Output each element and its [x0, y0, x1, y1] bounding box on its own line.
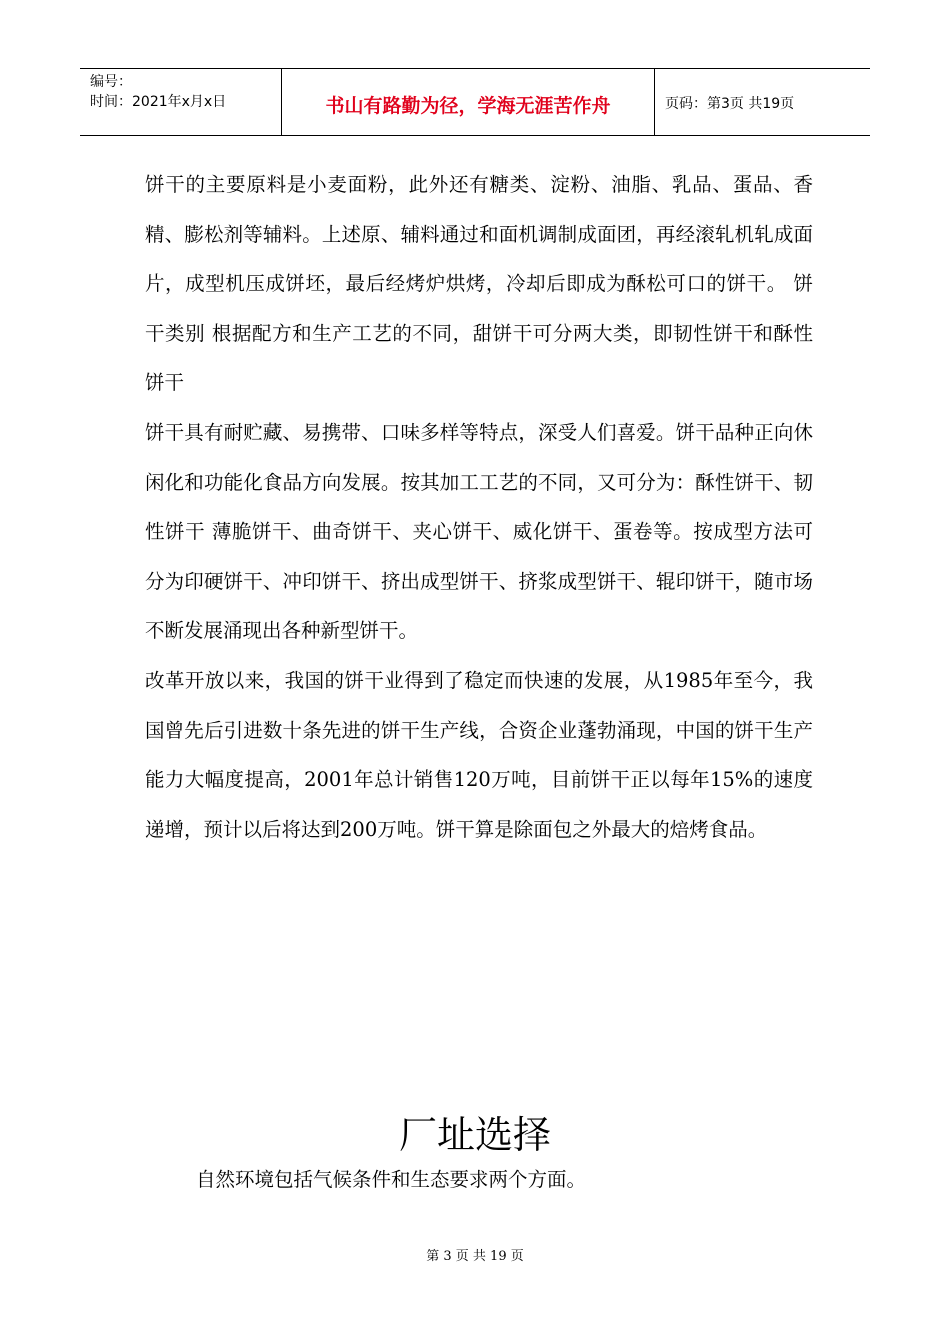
header-meta-cell — [80, 69, 282, 135]
document-time-label: 时间：2021年x月x日 — [90, 94, 227, 110]
paragraph-biscuit-types: 饼干具有耐贮藏、易携带、口味多样等特点，深受人们喜爱。饼干品种正向休闲化和功能化食品方向发展。按其加工工艺的不同，又可分为：酥性饼干、韧性饼干 薄脆饼干、曲奇饼干、夹心饼干、威化饼干、蛋卷等。按成型方法可分为印硬饼干、冲印饼干、挤出成型饼干、挤浆成型饼干、辊印饼干，随市场不断发展涌现出各种新型饼干。 — [145, 420, 813, 643]
paragraph-industry-development: 改革开放以来，我国的饼干业得到了稳定而快速的发展，从1985年至今，我国曾先后引进数十条先进的饼干生产线，合资企业蓬勃涌现，中国的饼干生产能力大幅度提高，2001年总计销售120万吨，目前饼干正以每年15%的速度递增，预计以后将达到200万吨。饼干算是除面包之外最大的焙烤食品。 — [145, 668, 813, 841]
header-motto-cell — [282, 69, 655, 135]
section-title: 厂址选择 — [398, 1113, 551, 1157]
body-content — [145, 160, 813, 854]
paragraph-biscuit-materials: 饼干的主要原料是小麦面粉，此外还有糖类、淀粉、油脂、乳品、蛋品、香精、膨松剂等辅料。上述原、辅料通过和面机调制成面团，再经滚轧机轧成面片，成型机压成饼坯，最后经烤炉烘烤，冷却后即成为酥松可口的饼干。 饼干类别 根据配方和生产工艺的不同，甜饼干可分两大类，即韧性饼干和酥性饼干 — [145, 173, 813, 395]
section-text: 自然环境包括气候条件和生态要求两个方面。 — [196, 1168, 587, 1191]
header-page-cell — [655, 69, 870, 135]
header-page-info: 页码：第3页 共19页 — [665, 96, 795, 112]
header-table — [80, 68, 870, 136]
page-footer: 第 3 页 共 19 页 — [426, 1249, 524, 1264]
document-number-label: 编号： — [90, 74, 132, 90]
header-motto: 书山有路勤为径，学海无涯苦作舟 — [325, 94, 611, 117]
